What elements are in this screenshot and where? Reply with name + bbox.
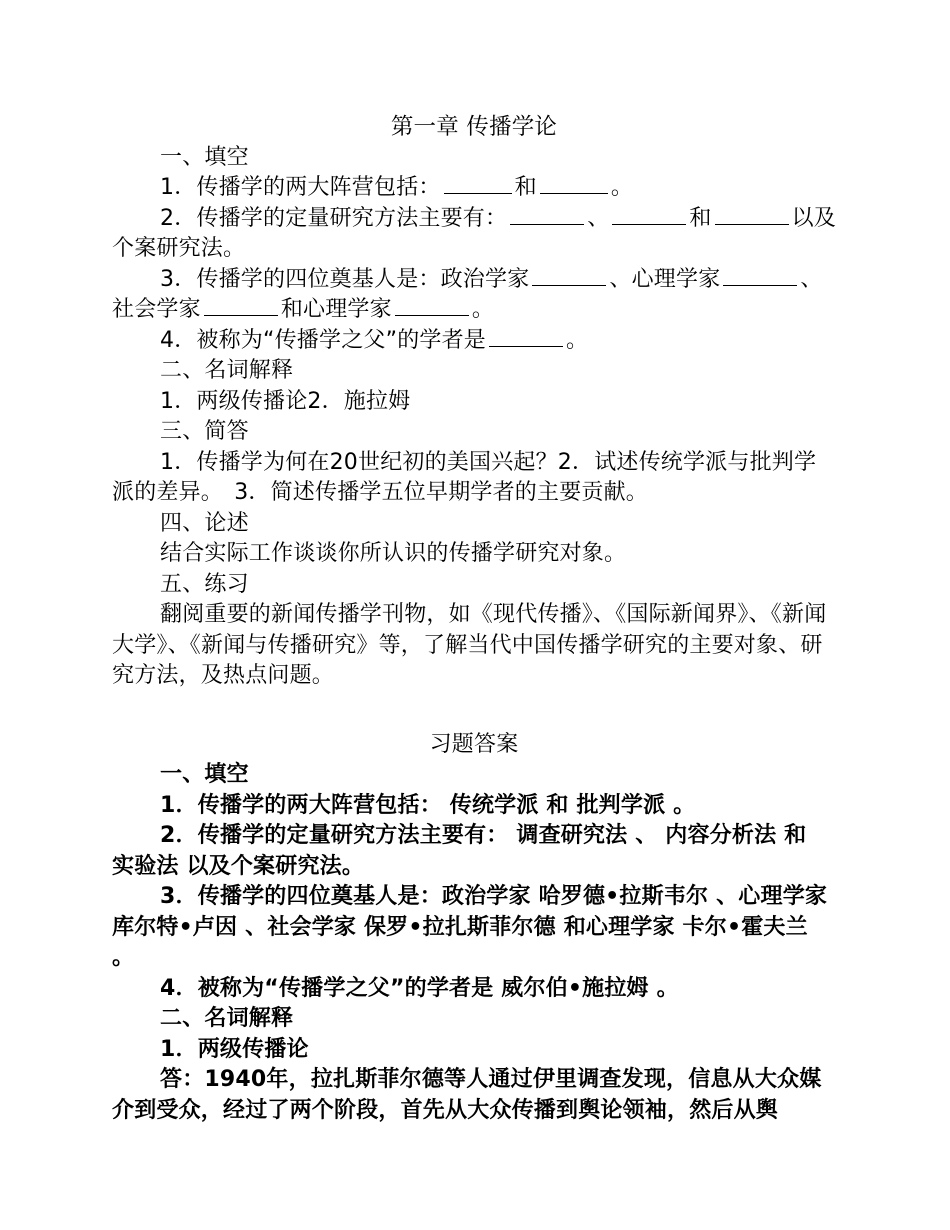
answer-2: 2．传播学的定量研究方法主要有： 调查研究法 、 内容分析法 和 实验法 以及个案研究法。 bbox=[112, 823, 807, 879]
answer-blank[interactable] bbox=[444, 173, 512, 194]
answer-blank[interactable] bbox=[532, 265, 606, 286]
section-heading-short-answer: 三、简答 bbox=[160, 419, 249, 444]
answers-heading-terms: 二、名词解释 bbox=[160, 1006, 294, 1031]
answer-blank[interactable] bbox=[612, 204, 686, 225]
answer-blank[interactable] bbox=[540, 173, 608, 194]
section-heading-practice: 五、练习 bbox=[160, 571, 249, 597]
question-1: 1．传播学的两大阵营包括： 和 。 bbox=[160, 175, 634, 200]
answer-1: 1．传播学的两大阵营包括： 传统学派 和 批判学派 。 bbox=[160, 792, 696, 818]
essay-question: 结合实际工作谈谈你所认识的传播学研究对象。 bbox=[160, 541, 627, 566]
section-heading-essay: 四、论述 bbox=[160, 510, 249, 536]
answer-blank[interactable] bbox=[204, 295, 278, 316]
spacer bbox=[112, 692, 836, 730]
answer-blank[interactable] bbox=[395, 295, 469, 316]
answers-heading-fill-in: 一、填空 bbox=[160, 762, 249, 787]
practice-task: 翻阅重要的新闻传播学刊物，如《现代传播》、《国际新闻界》、《新闻大学》、《新闻与传播研究》等，了解当代中国传播学研究的主要对象、研究方法，及热点问题。 bbox=[112, 602, 827, 688]
answer-blank[interactable] bbox=[723, 265, 797, 286]
answer-4: 4．被称为“传播学之父”的学者是 威尔伯•施拉姆 。 bbox=[160, 975, 679, 1001]
short-answer-list: 1．传播学为何在20世纪初的美国兴起？2．试述传统学派与批判学派的差异。 3．简述传播学五位早期学者的主要贡献。 bbox=[112, 449, 817, 505]
answers-title: 习题答案 bbox=[429, 731, 519, 757]
answer-blank[interactable] bbox=[510, 204, 584, 225]
question-2: 2．传播学的定量研究方法主要有： 、 和 以及个案研究法。 bbox=[112, 205, 837, 261]
document-body bbox=[112, 112, 836, 1126]
section-heading-terms: 二、名词解释 bbox=[160, 358, 294, 383]
answer-term-1: 1．两级传播论 bbox=[160, 1036, 309, 1062]
terms-list: 1．两级传播论2．施拉姆 bbox=[160, 388, 411, 414]
answer-blank[interactable] bbox=[489, 326, 563, 347]
chapter-title: 第一章 传播学论 bbox=[390, 114, 558, 140]
section-heading-fill-in: 一、填空 bbox=[160, 144, 249, 170]
answer-blank[interactable] bbox=[715, 204, 789, 225]
question-3: 3．传播学的四位奠基人是：政治学家 、心理学家 、社会学家 和心理学家 。 bbox=[112, 266, 823, 322]
question-4: 4．被称为“传播学之父”的学者是 。 bbox=[160, 327, 589, 353]
answer-3: 3．传播学的四位奠基人是：政治学家 哈罗德•拉斯韦尔 、心理学家 库尔特•卢因 、社会学家 保罗•拉扎斯菲尔德 和心理学家 卡尔•霍夫兰 。 bbox=[112, 884, 828, 970]
answer-term-1-explanation: 答：1940年，拉扎斯菲尔德等人通过伊里调查发现，信息从大众媒介到受众，经过了两个阶段，首先从大众传播到舆论领袖，然后从舆 bbox=[112, 1067, 822, 1123]
